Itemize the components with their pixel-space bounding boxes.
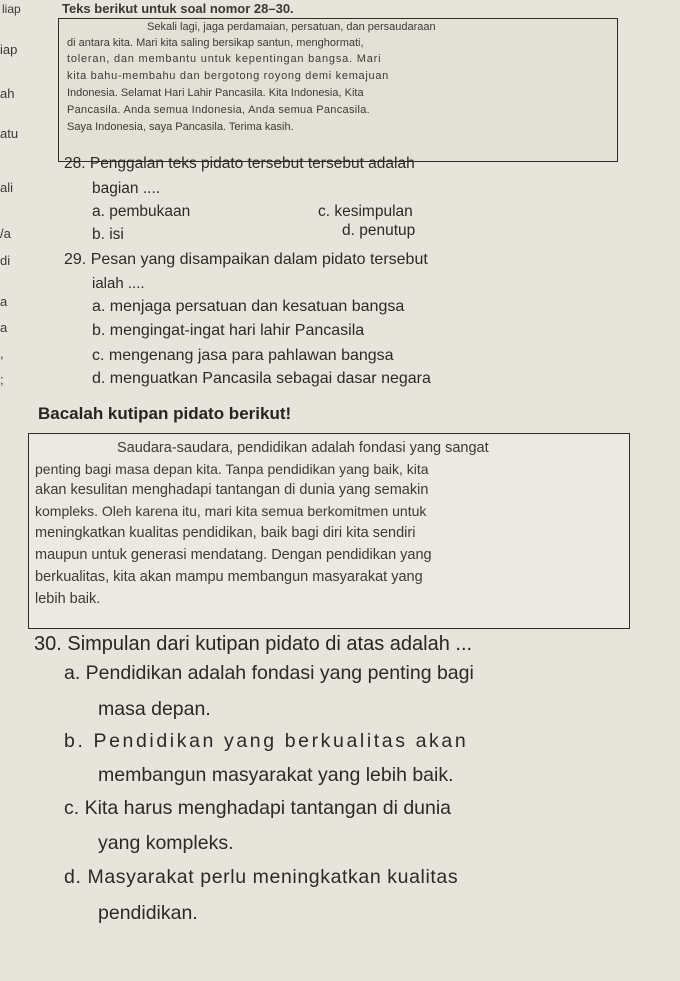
speech-1-line-6: Saya Indonesia, saya Pancasila. Terima kasih. — [67, 121, 294, 133]
margin-text-6: di — [0, 253, 11, 268]
question-29-line-1: 29. Pesan yang disampaikan dalam pidato tersebut — [64, 251, 428, 268]
question-28-line-2: bagian .... — [92, 180, 161, 197]
question-29-line-2: ialah .... — [92, 275, 145, 292]
header-text: Teks berikut untuk soal nomor 28–30. — [62, 1, 294, 16]
speech-2-line-6: berkualitas, kita akan mampu membangun masyarakat yang — [35, 569, 423, 585]
speech-2-line-0: Saudara-saudara, pendidikan adalah fondasi yang sangat — [117, 440, 489, 456]
q30-option-d-line-1[interactable]: d. Masyarakat perlu meningkatkan kualitas — [64, 866, 459, 888]
q28-option-d[interactable]: d. penutup — [342, 222, 416, 239]
speech-1-line-5: Pancasila. Anda semua Indonesia, Anda semua Pancasila. — [67, 104, 370, 116]
margin-text-4: ali — [0, 180, 14, 195]
margin-text-1: iap — [0, 42, 18, 57]
q28-option-b[interactable]: b. isi — [92, 226, 124, 243]
q30-option-b-line-1[interactable]: b. Pendidikan yang berkualitas akan — [64, 730, 469, 752]
q30-option-b-line-2: membangun masyarakat yang lebih baik. — [98, 764, 454, 786]
q28-option-c[interactable]: c. kesimpulan — [318, 203, 413, 220]
speech-2-line-1: penting bagi masa depan kita. Tanpa pendidikan yang baik, kita — [35, 461, 429, 477]
speech-2-line-4: meningkatkan kualitas pendidikan, baik bagi diri kita sendiri — [35, 525, 416, 541]
speech-1-line-4: Indonesia. Selamat Hari Lahir Pancasila. Kita Indonesia, Kita — [67, 87, 364, 99]
q30-option-c-line-1[interactable]: c. Kita harus menghadapi tantangan di dunia — [64, 797, 452, 819]
speech-2-line-5: maupun untuk generasi mendatang. Dengan pendidikan yang — [35, 547, 432, 563]
q30-option-d-line-2: pendidikan. — [98, 902, 198, 924]
speech-2-line-3: kompleks. Oleh karena itu, mari kita semua berkomitmen untuk — [35, 503, 427, 519]
speech-2-line-2: akan kesulitan menghadapi tantangan di dunia yang semakin — [35, 482, 429, 498]
q30-option-a-line-2: masa depan. — [98, 698, 211, 720]
margin-text-5: /a — [0, 226, 11, 241]
question-28-line-1: 28. Penggalan teks pidato tersebut tersebut adalah — [64, 155, 415, 172]
q29-option-a[interactable]: a. menjaga persatuan dan kesatuan bangsa — [92, 298, 405, 315]
q29-option-d[interactable]: d. menguatkan Pancasila sebagai dasar negara — [92, 370, 431, 387]
speech-box-2 — [28, 433, 630, 629]
margin-text-8: a — [0, 320, 8, 335]
speech-1-line-3: kita bahu-membahu dan bergotong royong demi kemajuan — [67, 70, 389, 82]
speech-1-line-2: toleran, dan membantu untuk kepentingan bangsa. Mari — [67, 53, 382, 65]
speech-box-1 — [58, 18, 618, 162]
q29-option-c[interactable]: c. mengenang jasa para pahlawan bangsa — [92, 347, 394, 364]
margin-text-9: , — [0, 346, 4, 361]
q28-option-a[interactable]: a. pembukaan — [92, 203, 191, 220]
margin-text-2: ah — [0, 86, 15, 101]
q30-option-c-line-2: yang kompleks. — [98, 832, 234, 854]
speech-2-line-7: lebih baik. — [35, 591, 101, 607]
speech-1-line-1: di antara kita. Mari kita saling bersikap santun, menghormati, — [67, 37, 364, 49]
speech-1-line-0: Sekali lagi, jaga perdamaian, persatuan, dan persaudaraan — [147, 21, 436, 33]
margin-text-3: atu — [0, 126, 19, 141]
margin-text-10: ; — [0, 372, 4, 387]
margin-text-0: liap — [2, 2, 21, 16]
question-30: 30. Simpulan dari kutipan pidato di atas adalah ... — [34, 633, 473, 655]
margin-text-7: a — [0, 294, 8, 309]
q30-option-a-line-1[interactable]: a. Pendidikan adalah fondasi yang penting bagi — [64, 662, 474, 684]
q29-option-b[interactable]: b. mengingat-ingat hari lahir Pancasila — [92, 322, 365, 339]
section-title: Bacalah kutipan pidato berikut! — [38, 404, 292, 423]
